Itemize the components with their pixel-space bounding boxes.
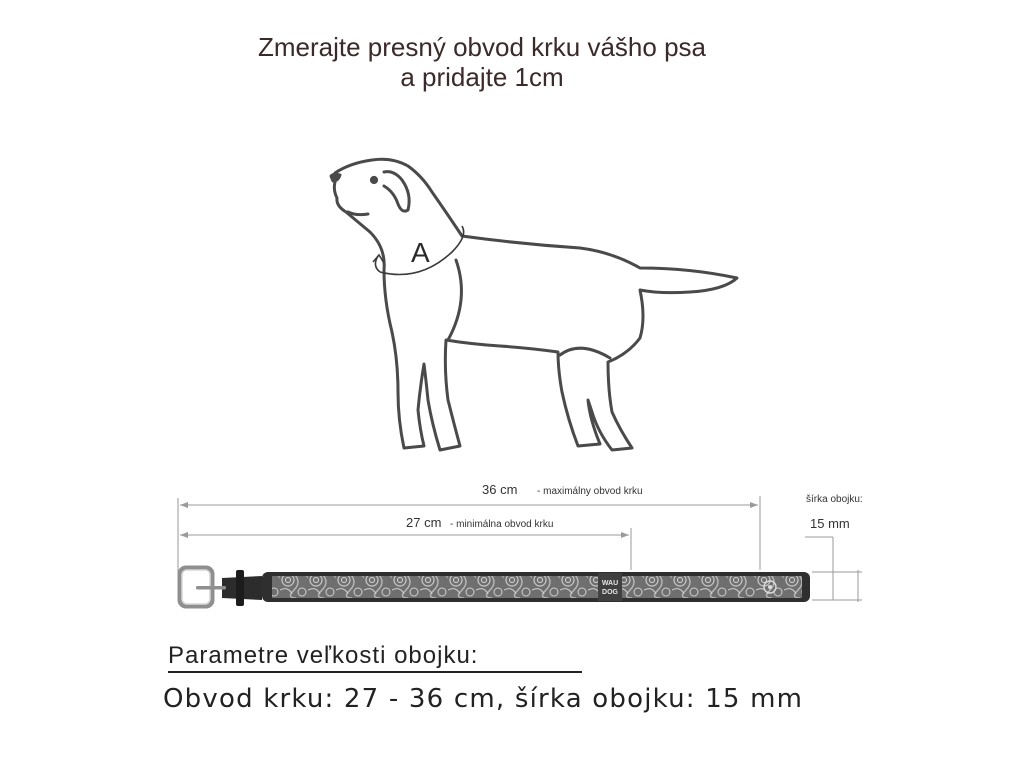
min-desc: - minimálna obvod krku — [450, 519, 554, 530]
collar-illustration — [180, 568, 810, 606]
neck-measurement — [373, 226, 464, 275]
params-heading: Parametre veľkosti obojku: — [168, 642, 479, 669]
brand-line-1: WAU — [601, 580, 619, 587]
title-line-1: Zmerajte presný obvod krku vášho psa — [258, 32, 706, 62]
brand-line-2: DOG — [602, 589, 618, 596]
buckle-prong — [196, 586, 226, 590]
params-underline — [168, 671, 582, 673]
neck-marker-label: A — [411, 237, 430, 268]
max-value: 36 cm — [482, 482, 518, 497]
width-label: šírka obojku: — [806, 494, 863, 505]
brand-label — [598, 573, 622, 601]
collar-keeper — [236, 570, 244, 606]
title-line-2: a pridajte 1cm — [400, 62, 564, 92]
min-value: 27 cm — [406, 515, 442, 530]
width-value: 15 mm — [810, 516, 850, 531]
dog-outline — [331, 159, 737, 450]
max-desc: - maximálny obvod krku — [537, 486, 643, 497]
params-values: Obvod krku: 27 - 36 cm, šírka obojku: 15 mm — [163, 684, 804, 714]
